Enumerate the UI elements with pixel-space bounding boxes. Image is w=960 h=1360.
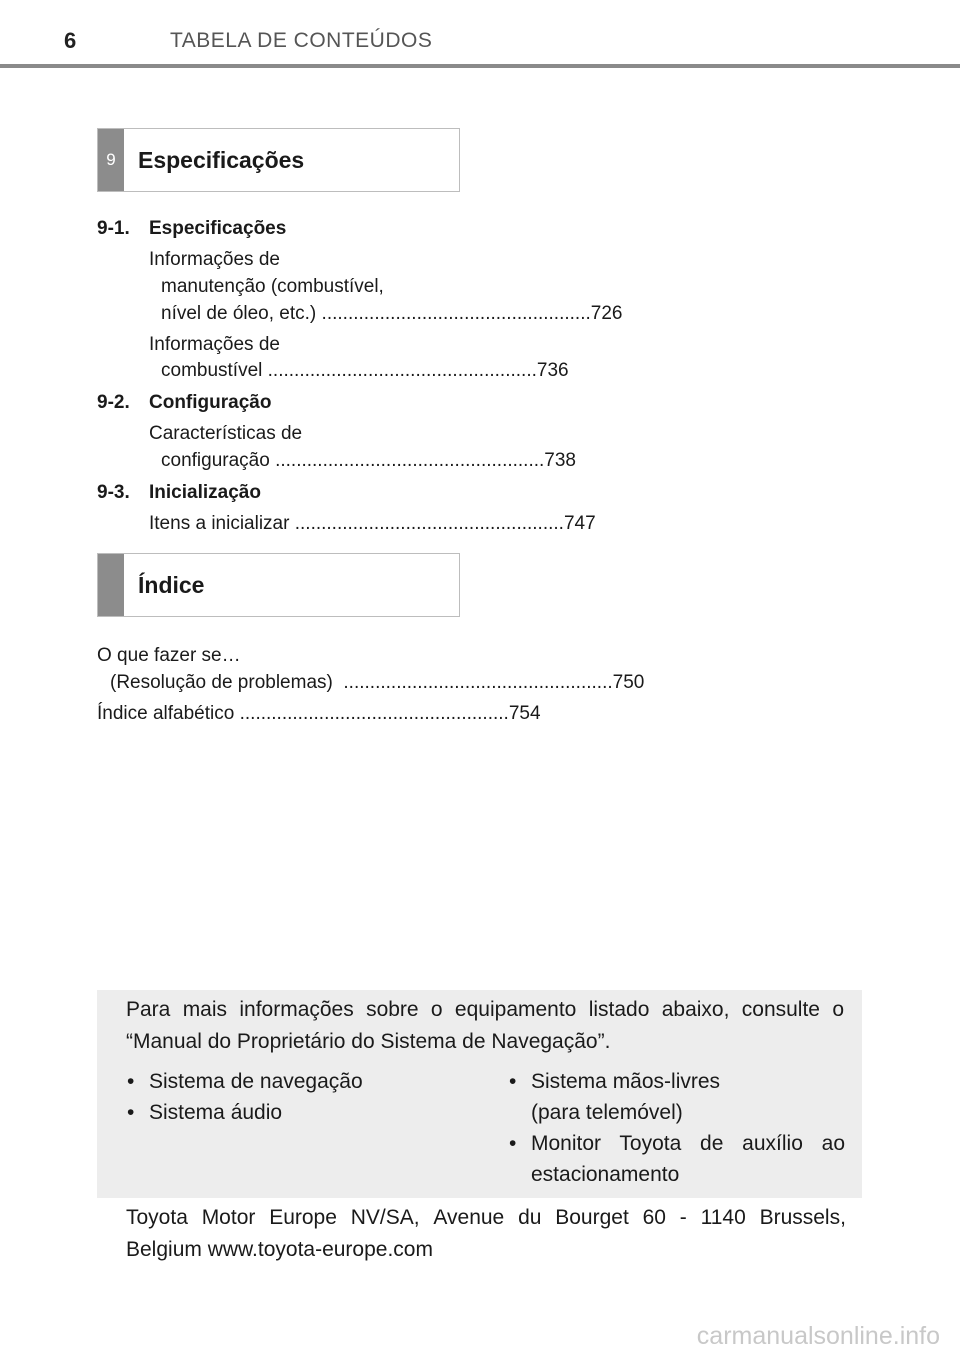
page-ref: 726 [590,303,623,324]
toc-entry-line[interactable]: Características de [149,423,303,444]
address-word: Brussels, [759,1206,846,1229]
chapter-title: Especificações [149,218,287,239]
dot-leader: ................................................... [262,360,537,381]
bullet-text: estacionamento [531,1163,680,1186]
publisher-address [126,1202,846,1266]
entry-text: configuração [161,450,270,471]
chapter-number: 9-1. [97,218,130,239]
address-line-1 [126,1202,846,1234]
bullet-text: Sistema áudio [149,1101,283,1124]
dot-leader: ................................................... [316,303,591,324]
info-paragraph: Para mais informações sobre o equipamento listado abaixo, consulte o “Manual do Proprietário do Sistema de Navegação”. [126,998,844,1053]
toc-entry-line[interactable]: O que fazer se… [97,645,241,666]
section-header-especificacoes [97,128,460,192]
toc-entry-line[interactable]: Informações de [149,334,280,355]
running-title: TABELA DE CONTEÚDOS [170,29,433,52]
toc-entry-line[interactable]: manutenção (combustível, [161,276,384,297]
section-tab-number: 9 [98,129,124,191]
address-word: NV/SA, [350,1206,420,1229]
bullet-text: Sistema de navegação [149,1070,363,1093]
header-rule [0,64,960,68]
dot-leader: ................................................... [332,672,613,693]
section-tab-number [98,554,124,616]
address-word: Bourget [555,1206,629,1229]
dot-leader: ................................................... [289,513,564,534]
address-word: Motor [201,1206,256,1229]
page-ref: 747 [563,513,596,534]
address-word: du [518,1206,542,1229]
page-number: 6 [64,28,77,53]
address-word: Europe [269,1206,337,1229]
page-ref: 738 [544,450,576,471]
entry-text: combustível [161,360,263,381]
page-ref: 736 [536,360,569,381]
watermark: carmanualsonline.info [696,1322,940,1350]
page-header [0,0,960,70]
address-word: Avenue [433,1206,505,1229]
bullet-dot-icon: • [127,1070,135,1093]
page-ref: 750 [612,672,645,693]
navigation-manual-info-box [97,990,862,1198]
bullet-text: Sistema mãos-livres [531,1070,721,1093]
section-title: Especificações [138,147,305,173]
entry-text: Itens a inicializar [149,513,290,534]
bullet-dot-icon: • [509,1132,517,1155]
page-ref: 754 [508,703,541,724]
bullet-dot-icon: • [127,1101,135,1124]
entry-text: Índice alfabético [97,703,235,724]
address-word: Toyota [126,1206,188,1229]
chapter-title: Inicialização [149,482,261,503]
entry-text: nível de óleo, etc.) [161,303,317,324]
chapter-title: Configuração [149,392,272,413]
address-word: 1140 [700,1206,746,1229]
chapter-number: 9-2. [97,392,130,413]
address-word: - [679,1206,687,1229]
address-line-2: Belgium www.toyota-europe.com [126,1238,433,1261]
dot-leader: ................................................... [234,703,509,724]
bullet-text: (para telemóvel) [531,1101,683,1124]
bullet-dot-icon: • [509,1070,517,1093]
toc-entry-line[interactable]: Informações de [149,249,280,270]
bullet-text: Monitor Toyota de auxílio ao [531,1132,845,1155]
chapter-number: 9-3. [97,482,130,503]
entry-text: (Resolução de problemas) [110,672,333,693]
section-header-indice [97,553,460,617]
address-word: 60 [642,1206,666,1229]
section-title: Índice [138,572,205,598]
dot-leader: ................................................... [269,450,545,471]
